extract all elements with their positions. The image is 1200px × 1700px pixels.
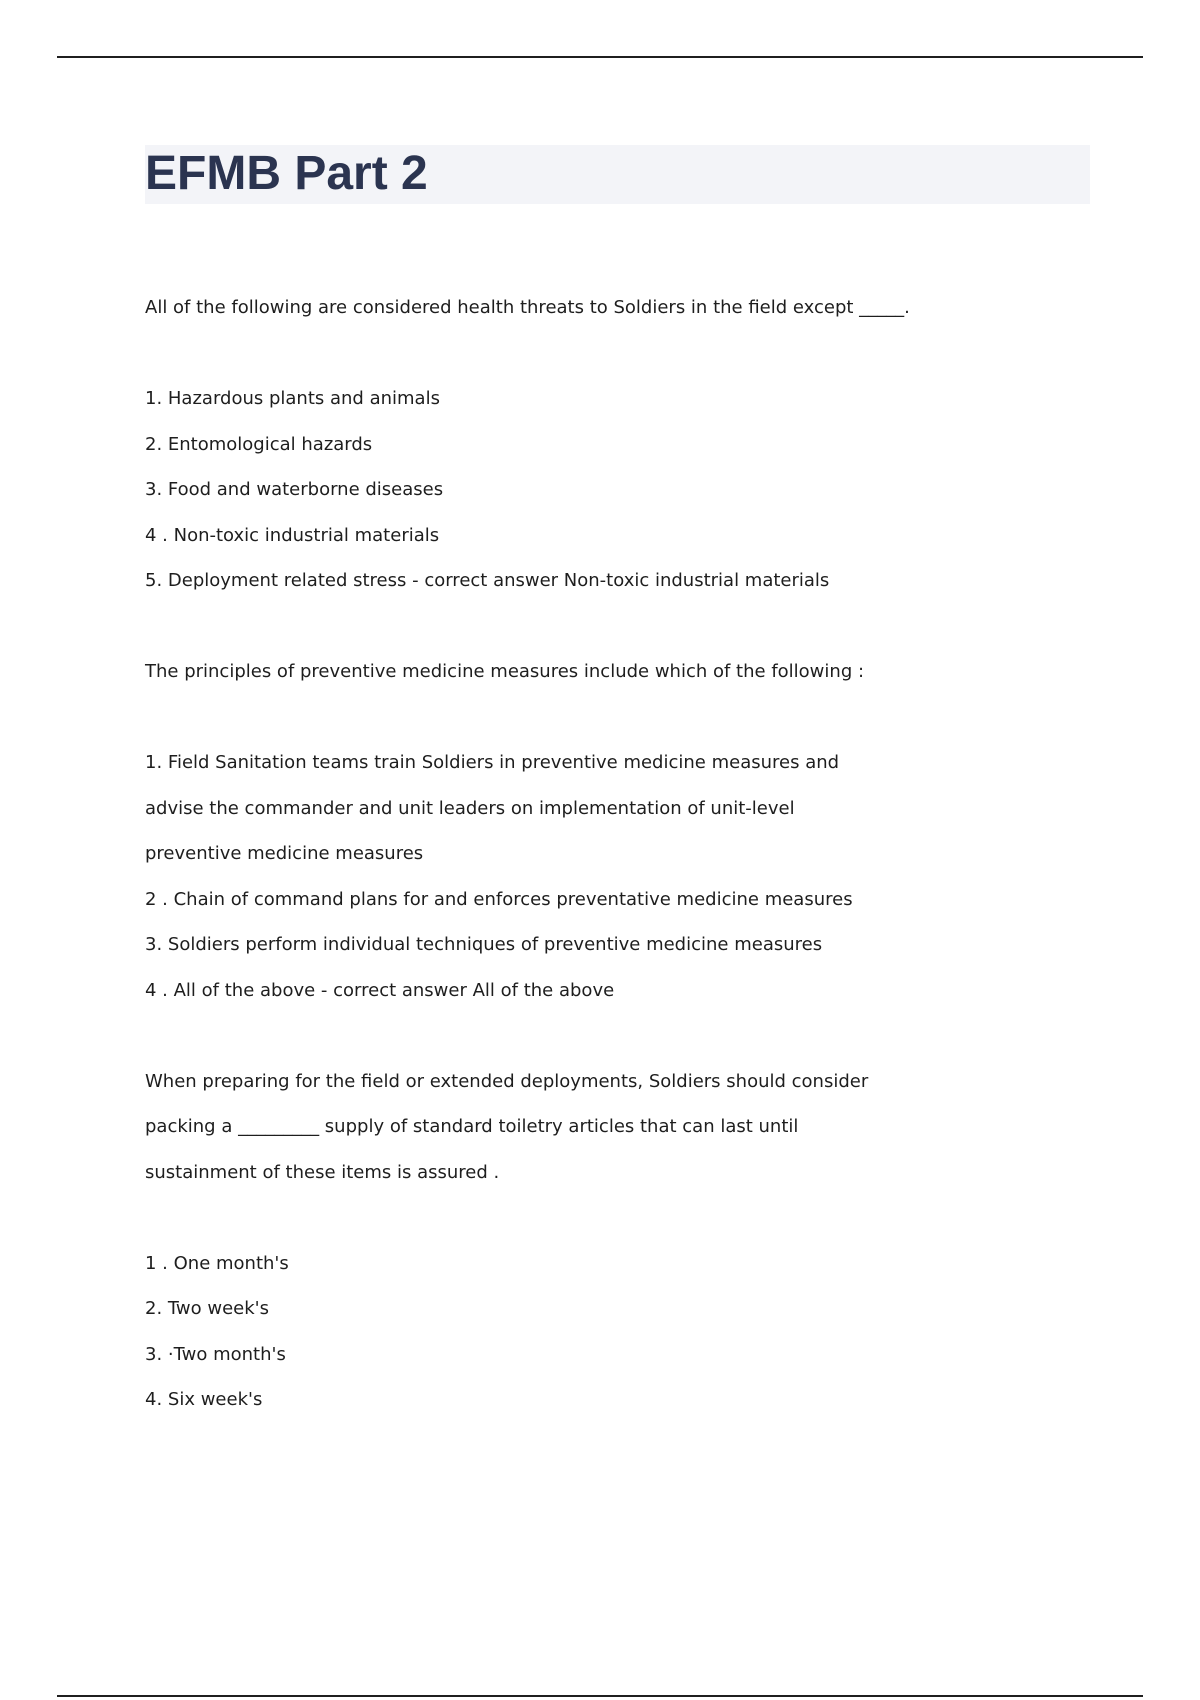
footer-rule [57,1695,1143,1697]
answer-option: 2 . Chain of command plans for and enforces preventative medicine measures [145,888,853,910]
answer-option: 4 . All of the above - correct answer All of the above [145,979,615,1001]
answer-option: 2. Entomological hazards [145,433,373,455]
question-3 [145,1059,1045,1423]
answer-option: 3. Food and waterborne diseases [145,479,444,500]
answer-option: 1. Hazardous plants and animals [145,388,440,409]
answer-option: 4. Six week's [145,1389,263,1410]
page-title: EFMB Part 2 [145,147,428,200]
spacer [145,1195,1045,1241]
header-rule [57,56,1143,58]
answer-option: 3. ·Two month's [145,1343,286,1365]
question-prompt: All of the following are considered health threats to Soldiers in the field except _____. [145,297,910,318]
question-prompt: packing a _________ supply of standard toiletry articles that can last until [145,1116,799,1137]
answer-option: 2. Two week's [145,1298,269,1319]
question-2 [145,649,1045,1013]
answer-option: 3. Soldiers perform individual techniques of preventive medicine measures [145,934,823,955]
spacer [145,1013,1045,1059]
answer-option: preventive medicine measures [145,843,424,864]
answer-option: 4 . Non-toxic industrial materials [145,524,440,546]
answer-option: 1 . One month's [145,1252,289,1274]
question-prompt: When preparing for the field or extended deployments, Soldiers should consider [145,1070,869,1092]
spacer [145,695,1045,741]
answer-option: 1. Field Sanitation teams train Soldiers in preventive medicine measures and [145,752,840,773]
answer-option: advise the commander and unit leaders on implementation of unit-level [145,797,795,819]
question-1 [145,285,1045,604]
question-prompt: sustainment of these items is assured . [145,1161,500,1183]
question-list [145,285,1045,1423]
spacer [145,331,1045,377]
answer-option: 5. Deployment related stress - correct answer Non-toxic industrial materials [145,570,830,591]
question-prompt: The principles of preventive medicine measures include which of the following : [145,661,865,682]
spacer [145,604,1045,650]
